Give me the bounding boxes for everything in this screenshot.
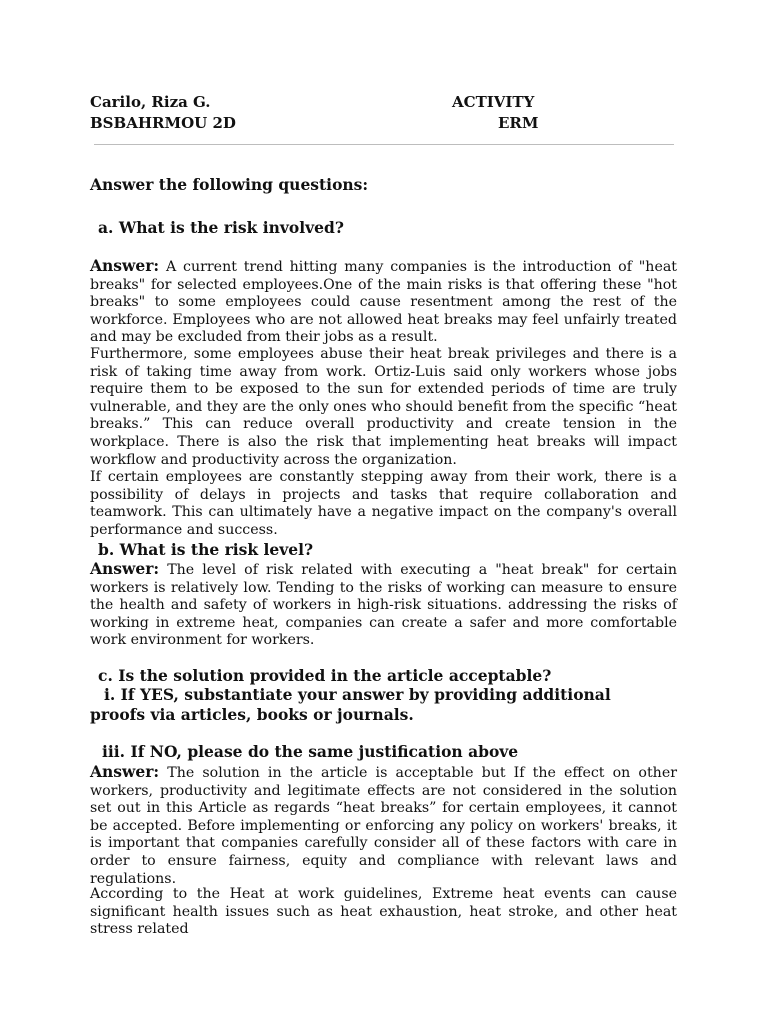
header-divider [94, 144, 674, 145]
question-c-iii: iii. If NO, please do the same justification above [102, 742, 519, 761]
answer-b-paragraph [90, 560, 677, 650]
question-b: b. What is the risk level? [98, 540, 314, 559]
answer-a-paragraph-1 [90, 257, 677, 347]
subject-code: ERM [498, 114, 539, 132]
question-c-i: i. If YES, substantiate your answer by providing additional proofs via articles, books or journals. [90, 685, 611, 724]
answer-label: Answer: [90, 762, 160, 781]
answer-a-text-1: A current trend hitting many companies is the introduction of "heat breaks" for selected employees.One of the main risks is that offering these "hot breaks" to some employees could cause resentment among the rest of the workforce. Employees who are not allowed heat breaks may feel unfairly treated and may be excluded from their jobs as a result. [90, 259, 677, 346]
answer-a-paragraph-3: If certain employees are constantly stepping away from their work, there is a possibility of delays in projects and tasks that require collaboration and teamwork. This can ultimately have a negative impact on the company's overall performance and success. [90, 469, 677, 538]
answer-b-text: The level of risk related with executing a "heat break" for certain workers is relatively low. Tending to the risks of working can measure to ensure the health and safety of workers in high-risk situations. addressing the risks of working in extreme heat, companies can create a safer and more comfortable work environment for workers. [90, 562, 677, 649]
answer-label: Answer: [90, 559, 160, 578]
course-section: BSBAHRMOU 2D [90, 114, 236, 132]
student-name: Carilo, Riza G. [90, 93, 211, 111]
question-a: a. What is the risk involved? [98, 218, 344, 237]
answer-label: Answer: [90, 256, 160, 275]
answer-c-paragraph [90, 763, 677, 888]
activity-title: ACTIVITY [452, 93, 535, 111]
answer-c-text: The solution in the article is acceptable but If the effect on other workers, productivity and legitimate effects are not considered in the solution set out in this Article as regards “heat breaks” for certain employees, it cannot be accepted. Before implementing or enforcing any policy on workers' breaks, it is important that companies carefully consider all of these factors with care in order to ensure fairness, equity and compliance with relevant laws and regulations. [90, 765, 677, 887]
answer-a-paragraph-2: Furthermore, some employees abuse their heat break privileges and there is a risk of taking time away from work. Ortiz-Luis said only workers whose jobs require them to be exposed to the sun for extended periods of time are truly vulnerable, and they are the only ones who should benefit from the specific “heat breaks.” This can reduce overall productivity and create tension in the workplace. There is also the risk that implementing heat breaks will impact workflow and productivity across the organization. [90, 346, 677, 468]
question-c: c. Is the solution provided in the article acceptable? [98, 666, 552, 685]
closing-paragraph: According to the Heat at work guidelines, Extreme heat events can cause significant health issues such as heat exhaustion, heat stroke, and other heat stress related [90, 886, 677, 938]
instructions-heading: Answer the following questions: [90, 175, 369, 194]
